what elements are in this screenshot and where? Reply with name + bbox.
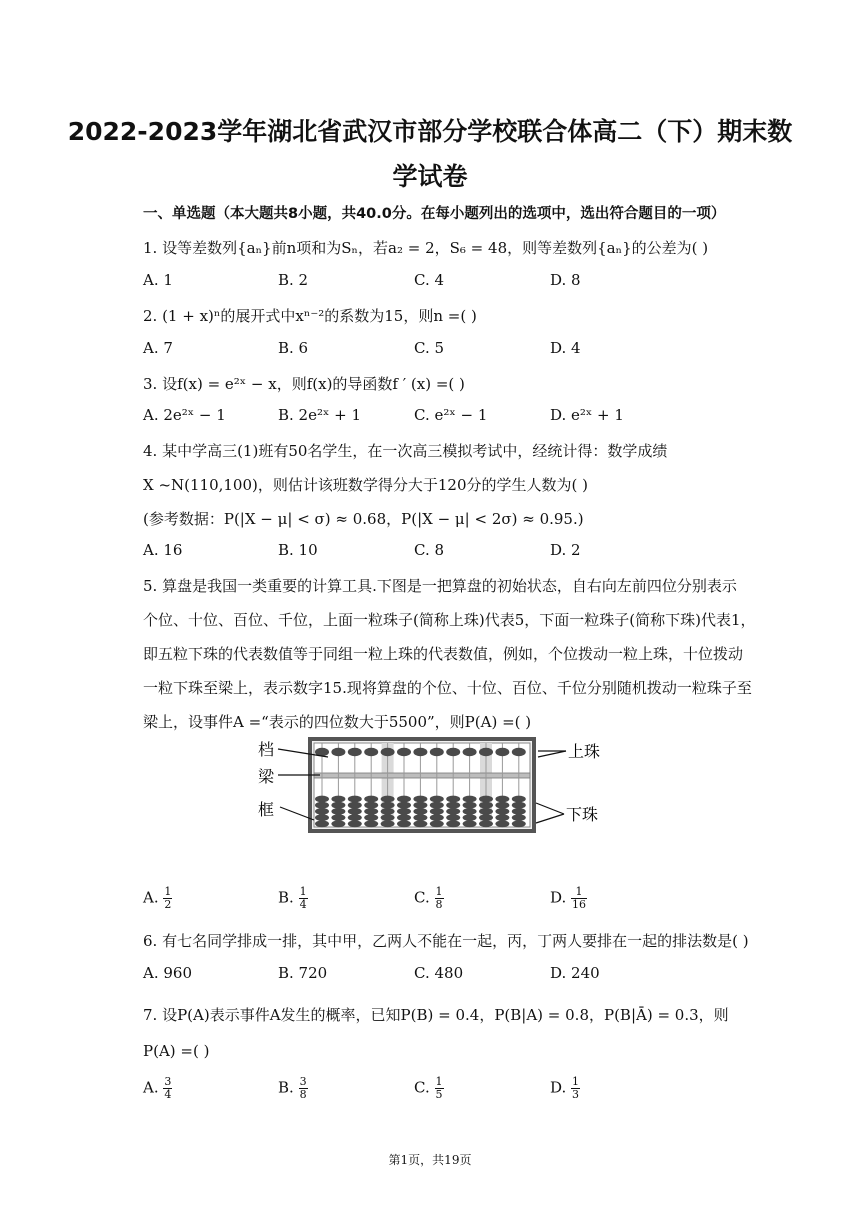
q3-option-b: B. 2e²ˣ + 1 <box>278 406 361 424</box>
abacus-lower-bead <box>381 796 395 803</box>
label-lower-bead: 下珠 <box>566 805 599 824</box>
abacus-lower-bead <box>364 796 378 803</box>
abacus-beam <box>314 773 530 778</box>
abacus-lower-bead <box>397 814 411 821</box>
q6-option-d: D. 240 <box>550 964 600 982</box>
abacus-upper-bead <box>495 748 509 756</box>
abacus-lower-bead <box>413 808 427 815</box>
abacus-lower-bead <box>413 802 427 809</box>
q4-option-d: D. 2 <box>550 541 581 559</box>
abacus-lower-bead <box>495 808 509 815</box>
denominator: 4 <box>299 898 307 911</box>
abacus-upper-bead <box>381 748 395 756</box>
q5-option-c <box>414 886 444 911</box>
q2-option-a: A. 7 <box>143 339 173 357</box>
exam-title-line-1: 2022-2023学年湖北省武汉市部分学校联合体高二（下）期末数 <box>67 117 793 146</box>
abacus-lower-bead <box>446 796 460 803</box>
numerator: 3 <box>164 1075 172 1088</box>
abacus-lower-bead <box>446 820 460 827</box>
q3-option-c: C. e²ˣ − 1 <box>414 406 488 424</box>
q6-option-c: C. 480 <box>414 964 464 982</box>
abacus-upper-bead <box>397 748 411 756</box>
abacus-lower-bead <box>413 796 427 803</box>
abacus-lower-bead <box>430 814 444 821</box>
abacus-lower-bead <box>397 802 411 809</box>
numerator: 1 <box>299 885 307 898</box>
abacus-lower-bead <box>446 802 460 809</box>
abacus-lower-bead <box>364 814 378 821</box>
abacus-upper-bead <box>512 748 526 756</box>
q5-option-b-fraction <box>299 886 308 911</box>
q7-option-b-fraction <box>299 1076 308 1101</box>
denominator: 8 <box>299 1088 307 1101</box>
abacus-lower-bead <box>315 802 329 809</box>
abacus-lower-bead <box>331 820 345 827</box>
numerator: 3 <box>299 1075 307 1088</box>
q5-option-d <box>550 886 587 911</box>
abacus-lower-bead <box>463 802 477 809</box>
q7-option-a-fraction <box>163 1076 172 1101</box>
abacus-lower-bead <box>463 796 477 803</box>
label-upper-bead: 上珠 <box>568 742 601 761</box>
abacus-lower-bead <box>413 820 427 827</box>
question-4-reference-data: (参考数据：P(|X − μ| < σ) ≈ 0.68，P(|X − μ| < 2σ) ≈ 0.95.) <box>143 510 584 528</box>
question-3: 3. 设f(x) = e²ˣ − x，则f(x)的导函数f ′ (x) =( ) <box>143 375 465 393</box>
abacus-lower-bead <box>331 802 345 809</box>
abacus-lower-bead <box>512 808 526 815</box>
abacus-lower-bead <box>381 808 395 815</box>
abacus-lower-bead <box>397 808 411 815</box>
denominator: 3 <box>572 1088 580 1101</box>
q4-option-b: B. 10 <box>278 541 318 559</box>
abacus-lower-bead <box>463 820 477 827</box>
abacus-upper-bead <box>413 748 427 756</box>
question-6: 6. 有七名同学排成一排，其中甲，乙两人不能在一起，丙，丁两人要排在一起的排法数是( ) <box>143 932 749 950</box>
q5-option-a-label: A. <box>143 888 159 907</box>
denominator: 8 <box>435 898 443 911</box>
q4-option-c: C. 8 <box>414 541 445 559</box>
question-5-line-2: 个位、十位、百位、千位，上面一粒珠子(简称上珠)代表5，下面一粒珠子(简称下珠)代表1， <box>143 611 756 629</box>
abacus-lower-bead <box>463 814 477 821</box>
abacus-lower-bead <box>331 808 345 815</box>
abacus-lower-bead <box>413 814 427 821</box>
abacus-upper-bead <box>348 748 362 756</box>
q7-option-c-label: C. <box>414 1078 430 1097</box>
abacus-lower-bead <box>495 820 509 827</box>
abacus-lower-bead <box>364 820 378 827</box>
abacus-lower-bead <box>364 808 378 815</box>
q1-option-a: A. 1 <box>143 271 173 289</box>
q1-option-b: B. 2 <box>278 271 309 289</box>
q3-option-d: D. e²ˣ + 1 <box>550 406 624 424</box>
abacus-body <box>310 739 534 831</box>
question-4-line-1: 4. 某中学高三(1)班有50名学生，在一次高三模拟考试中，经统计得：数学成绩 <box>143 442 668 460</box>
abacus-upper-bead <box>364 748 378 756</box>
abacus-lower-bead <box>381 814 395 821</box>
abacus-lower-bead <box>331 814 345 821</box>
abacus-lower-bead <box>479 796 493 803</box>
q1-option-d: D. 8 <box>550 271 581 289</box>
question-5-line-3: 即五粒下珠的代表数值等于同组一粒上珠的代表数值，例如，个位拨动一粒上珠，十位拨动 <box>143 645 744 663</box>
question-5-line-5: 梁上，设事件A =“表示的四位数大于5500”，则P(A) =( ) <box>143 713 532 731</box>
abacus-lower-bead <box>479 814 493 821</box>
abacus-lower-bead <box>315 796 329 803</box>
q7-option-c <box>414 1076 444 1101</box>
abacus-lower-bead <box>348 808 362 815</box>
abacus-lower-bead <box>348 814 362 821</box>
q5-option-c-fraction <box>435 886 444 911</box>
q6-option-a: A. 960 <box>143 964 192 982</box>
abacus-lower-bead <box>495 796 509 803</box>
denominator: 2 <box>164 898 172 911</box>
exam-title-line-2: 学试卷 <box>392 162 468 191</box>
abacus-lower-bead <box>331 796 345 803</box>
abacus-lower-bead <box>512 802 526 809</box>
question-1: 1. 设等差数列{aₙ}前n项和为Sₙ，若a₂ = 2，S₆ = 48，则等差数列{aₙ}的公差为( ) <box>143 239 709 257</box>
abacus-lower-bead <box>381 802 395 809</box>
abacus-lower-bead <box>512 814 526 821</box>
q7-option-b <box>278 1076 308 1101</box>
q7-option-d-label: D. <box>550 1078 567 1097</box>
q5-option-c-label: C. <box>414 888 430 907</box>
q5-option-b <box>278 886 308 911</box>
abacus-lower-bead <box>430 808 444 815</box>
label-liang: 梁 <box>258 767 275 786</box>
abacus-lower-bead <box>479 808 493 815</box>
denominator: 5 <box>435 1088 443 1101</box>
section-heading: 一、单选题（本大题共8小题，共40.0分。在每小题列出的选项中，选出符合题目的一项） <box>143 206 726 222</box>
q7-option-d <box>550 1076 580 1101</box>
abacus-lower-bead <box>512 796 526 803</box>
abacus-lower-bead <box>446 808 460 815</box>
abacus-lower-bead <box>479 820 493 827</box>
q2-option-b: B. 6 <box>278 339 309 357</box>
label-kuang: 框 <box>258 800 275 819</box>
q5-option-b-label: B. <box>278 888 294 907</box>
numerator: 1 <box>435 1075 443 1088</box>
abacus-lower-bead <box>430 796 444 803</box>
question-2: 2. (1 + x)ⁿ的展开式中xⁿ⁻²的系数为15，则n =( ) <box>143 307 477 325</box>
abacus-lower-bead <box>512 820 526 827</box>
q3-option-a: A. 2e²ˣ − 1 <box>143 406 226 424</box>
q7-option-d-fraction <box>571 1076 580 1101</box>
abacus-upper-bead <box>446 748 460 756</box>
abacus-upper-bead <box>479 748 493 756</box>
abacus-upper-bead <box>463 748 477 756</box>
numerator: 1 <box>164 885 172 898</box>
abacus-lower-bead <box>348 802 362 809</box>
q1-option-c: C. 4 <box>414 271 445 289</box>
question-7-line-2: P(A) =( ) <box>143 1042 210 1060</box>
q4-option-a: A. 16 <box>143 541 183 559</box>
q7-option-c-fraction <box>435 1076 444 1101</box>
numerator: 1 <box>572 1075 580 1088</box>
abacus-upper-bead <box>331 748 345 756</box>
abacus-lower-bead <box>364 802 378 809</box>
abacus-upper-bead <box>430 748 444 756</box>
question-5-line-4: 一粒下珠至梁上，表示数字15.现将算盘的个位、十位、百位、千位分别随机拨动一粒珠子至 <box>143 679 752 697</box>
abacus-lower-bead <box>381 820 395 827</box>
q5-option-d-label: D. <box>550 888 567 907</box>
abacus-lower-bead <box>479 802 493 809</box>
abacus-lower-bead <box>397 796 411 803</box>
q2-option-c: C. 5 <box>414 339 445 357</box>
q2-option-d: D. 4 <box>550 339 581 357</box>
abacus-lower-bead <box>348 796 362 803</box>
numerator: 1 <box>435 885 443 898</box>
denominator: 16 <box>572 898 587 911</box>
numerator: 1 <box>571 886 587 899</box>
question-7-line-1: 7. 设P(A)表示事件A发生的概率，已知P(B) = 0.4，P(B|A) = 0.8，P(B|Ā) = 0.3，则 <box>143 1006 729 1024</box>
q7-option-a <box>143 1076 172 1101</box>
page-footer: 第1页，共19页 <box>388 1153 472 1167</box>
abacus-lower-bead <box>430 802 444 809</box>
question-5-line-1: 5. 算盘是我国一类重要的计算工具.下图是一把算盘的初始状态，自右向左前四位分别表示 <box>143 577 737 595</box>
abacus-lower-bead <box>463 808 477 815</box>
abacus-lower-bead <box>315 820 329 827</box>
q5-option-a <box>143 886 172 911</box>
q7-option-b-label: B. <box>278 1078 294 1097</box>
abacus-lower-bead <box>315 808 329 815</box>
abacus-lower-bead <box>348 820 362 827</box>
abacus-figure <box>258 737 608 837</box>
q7-option-a-label: A. <box>143 1078 159 1097</box>
denominator: 4 <box>164 1088 172 1101</box>
abacus-lower-bead <box>397 820 411 827</box>
label-dang: 档 <box>258 740 275 759</box>
abacus-lower-bead <box>446 814 460 821</box>
abacus-lower-bead <box>430 820 444 827</box>
q6-option-b: B. 720 <box>278 964 328 982</box>
q5-option-a-fraction <box>163 886 172 911</box>
question-4-line-2: X ~N(110,100)，则估计该班数学得分大于120分的学生人数为( ) <box>143 476 588 494</box>
abacus-lower-bead <box>495 802 509 809</box>
q5-option-d-fraction <box>571 886 587 911</box>
abacus-lower-bead <box>495 814 509 821</box>
abacus-lower-bead <box>315 814 329 821</box>
